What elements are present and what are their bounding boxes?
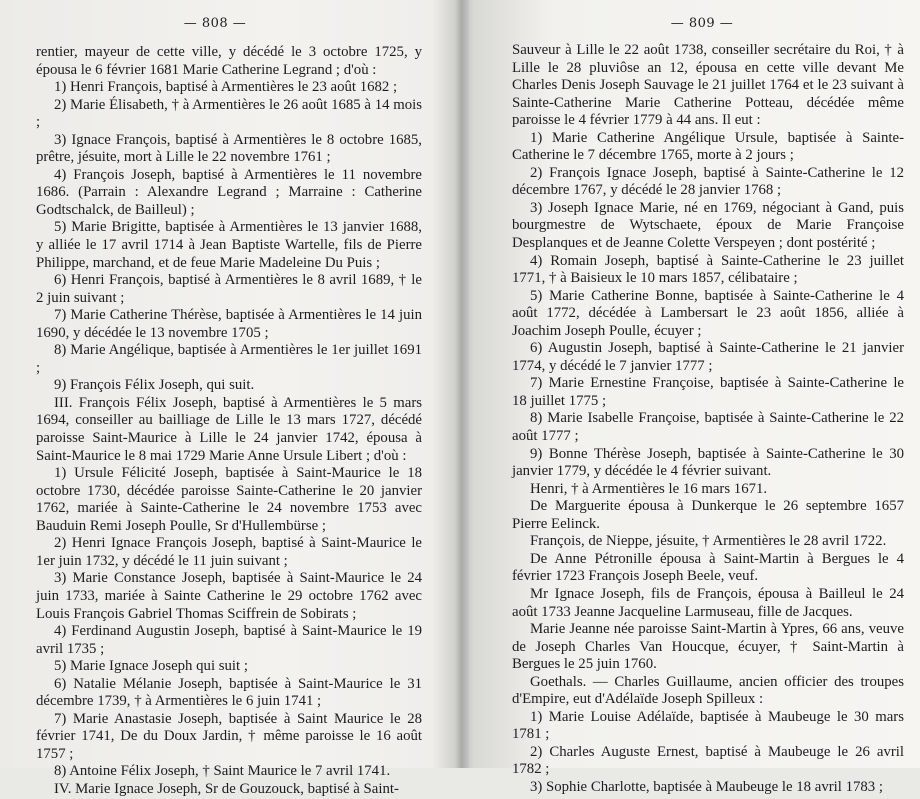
paragraph: IV. Marie Ignace Joseph, Sr de Gouzouck, baptisé à Saint- — [54, 780, 399, 797]
page-text — [472, 36, 912, 797]
paragraph: 2) Marie Élisabeth, † à Armentières le 26 août 1685 à 14 mois ; — [36, 96, 422, 131]
left-page — [10, 0, 450, 797]
paragraph: 5) Marie Brigitte, baptisée à Armentières le 13 janvier 1688, y alliée le 17 avril 1714 à Jean Baptiste Wartelle, fils de Pierre Philippe, marchand, et de feue Marie Madeleine Du Puis ; — [36, 219, 422, 271]
paragraph: 4) François Joseph, baptisé à Armentières le 11 novembre 1686. (Parrain : Alexandre Legrand ; Marraine : Catherine Godtschalck, de Bailleul) ; — [36, 166, 422, 218]
book-gutter — [455, 0, 469, 768]
paragraph: 1) Henri François, baptisé à Armentières le 23 août 1682 ; — [54, 79, 398, 96]
paragraph: 2) Henri Ignace François Joseph, baptisé à Saint-Maurice le 1er juin 1732, y décédé le 11 juin suivant ; — [36, 535, 422, 569]
paragraph: 3) Ignace François, baptisé à Armentières le 8 octobre 1685, prêtre, jésuite, mort à Lille le 22 novembre 1761 ; — [36, 131, 422, 166]
paragraph: 3) Sophie Charlotte, baptisée à Maubeuge le 18 avril 1783 ; — [530, 778, 883, 795]
paragraph: 9) François Félix Joseph, qui suit. — [54, 377, 255, 394]
paragraph: 5) Marie Catherine Bonne, baptisée à Sainte-Catherine le 4 août 1772, décédée à Lambersart le 23 août 1856, alliée à Joachim Joseph Poulle, écuyer ; — [512, 287, 904, 339]
paragraph: III. François Félix Joseph, baptisé à Armentières le 5 mars 1694, conseiller au bailliage de Lille le 13 mars 1727, décédé paroisse Saint-Maurice à Lille le 24 janvier 1742, épousa à Saint-Maurice le 8 mai 1729 Marie Anne Ursule Libert ; d'où : — [36, 394, 422, 464]
paragraph: Sauveur à Lille le 22 août 1738, conseiller secrétaire du Roi, † à Lille le 28 pluviôse an 12, épousa en cette ville devant Me Charles Denis Joseph Sauvage le 21 juillet 1764 et le 23 suivant à Sainte-Catherine Marie Catherine Potteau, décédée même paroisse le 4 février 1779 à 44 ans. Il eut : — [512, 42, 904, 129]
paragraph: Mr Ignace Joseph, fils de François, épousa à Bailleul le 24 août 1733 Jeanne Jacqueline Larmuseau, fille de Jacques. — [512, 585, 904, 620]
paragraph: 8) Marie Angélique, baptisée à Armentières le 1er juillet 1691 ; — [36, 342, 422, 376]
paragraph: 7) Marie Catherine Thérèse, baptisée à Armentières le 14 juin 1690, y décédée le 13 novembre 1705 ; — [36, 307, 422, 341]
paragraph: François, de Nieppe, jésuite, † Armentières le 28 avril 1722. — [530, 533, 887, 550]
right-page — [472, 0, 912, 795]
paragraph: 6) Augustin Joseph, baptisé à Sainte-Catherine le 21 janvier 1774, y décédé le 7 janvier 1777 ; — [512, 340, 904, 374]
paragraph: De Anne Pétronille épousa à Saint-Martin à Bergues le 4 février 1723 François Joseph Beele, veuf. — [512, 550, 904, 585]
paragraph: 3) Joseph Ignace Marie, né en 1769, négociant à Gand, puis bourgmestre de Wytschaete, époux de Marie Françoise Desplanques et de Jeanne Colette Verspeyen ; dont postérité ; — [512, 199, 904, 252]
paragraph: 8) Antoine Félix Joseph, † Saint Maurice le 7 avril 1741. — [54, 763, 391, 780]
paragraph: 6) Henri François, baptisé à Armentières le 8 avril 1689, † le 2 juin suivant ; — [36, 272, 422, 306]
paragraph: 8) Marie Isabelle Françoise, baptisée à Sainte-Catherine le 22 août 1777 ; — [512, 410, 904, 445]
page-text — [10, 36, 450, 799]
paragraph: Goethals. — Charles Guillaume, ancien officier des troupes d'Empire, eut d'Adélaïde Joseph Spilleux : — [512, 673, 904, 708]
paragraph: rentier, mayeur de cette ville, y décédé le 3 octobre 1725, y épousa le 6 février 1681 Marie Catherine Legrand ; d'où : — [36, 44, 422, 78]
paragraph: 7) Marie Anastasie Joseph, baptisée à Saint Maurice le 28 février 1741, De du Doux Jardin, † même paroisse le 16 août 1757 ; — [36, 710, 422, 762]
paragraph: 2) Charles Auguste Ernest, baptisé à Maubeuge le 26 avril 1782 ; — [512, 743, 904, 778]
paragraph: 6) Natalie Mélanie Joseph, baptisée à Saint-Maurice le 31 décembre 1739, † à Armentières le 6 juin 1741 ; — [36, 675, 422, 710]
paragraph: 1) Marie Louise Adélaïde, baptisée à Maubeuge le 30 mars 1781 ; — [512, 708, 904, 743]
paragraph: Marie Jeanne née paroisse Saint-Martin à Ypres, 66 ans, veuve de Joseph Charles Van Houcque, écuyer, † Saint-Martin à Bergues le 25 juin 1760. — [512, 621, 904, 673]
page-number: — 808 — — [183, 16, 247, 31]
paragraph: 4) Ferdinand Augustin Joseph, baptisé à Saint-Maurice le 19 avril 1735 ; — [36, 623, 422, 657]
paragraph: 7) Marie Ernestine Françoise, baptisée à Sainte-Catherine le 18 juillet 1775 ; — [512, 375, 904, 409]
paragraph: 4) Romain Joseph, baptisé à Sainte-Catherine le 23 juillet 1771, † à Baisieux le 10 mars 1857, célibataire ; — [512, 252, 904, 287]
paragraph: 5) Marie Ignace Joseph qui suit ; — [54, 658, 248, 675]
paragraph: 2) François Ignace Joseph, baptisé à Sainte-Catherine le 12 décembre 1767, y décédé le 28 janvier 1768 ; — [512, 164, 904, 199]
paragraph: 9) Bonne Thérèse Joseph, baptisée à Sainte-Catherine le 30 janvier 1779, y décédée le 4 février suivant. — [512, 445, 904, 480]
paragraph: Henri, † à Armentières le 16 mars 1671. — [530, 480, 768, 497]
page-number: — 809 — — [670, 16, 734, 31]
paragraph: De Marguerite épousa à Dunkerque le 26 septembre 1657 Pierre Eelinck. — [512, 498, 904, 532]
paragraph: 3) Marie Constance Joseph, baptisée à Saint-Maurice le 24 juin 1733, mariée à Sainte Catherine le 29 octobre 1762 avec Louis François Gabriel Thomas Sciffrein de Sobirats ; — [36, 570, 422, 622]
paragraph: 1) Ursule Félicité Joseph, baptisée à Saint-Maurice le 18 octobre 1730, décédée paroisse Sainte-Catherine le 20 janvier 1762, mariée à Sainte-Catherine le 24 novembre 1753 avec Bauduin Remi Joseph Poulle, Sr d'Hullembürse ; — [36, 465, 422, 534]
paragraph: 1) Marie Catherine Angélique Ursule, baptisée à Sainte-Catherine le 7 décembre 1765, morte à 2 jours ; — [512, 129, 904, 164]
